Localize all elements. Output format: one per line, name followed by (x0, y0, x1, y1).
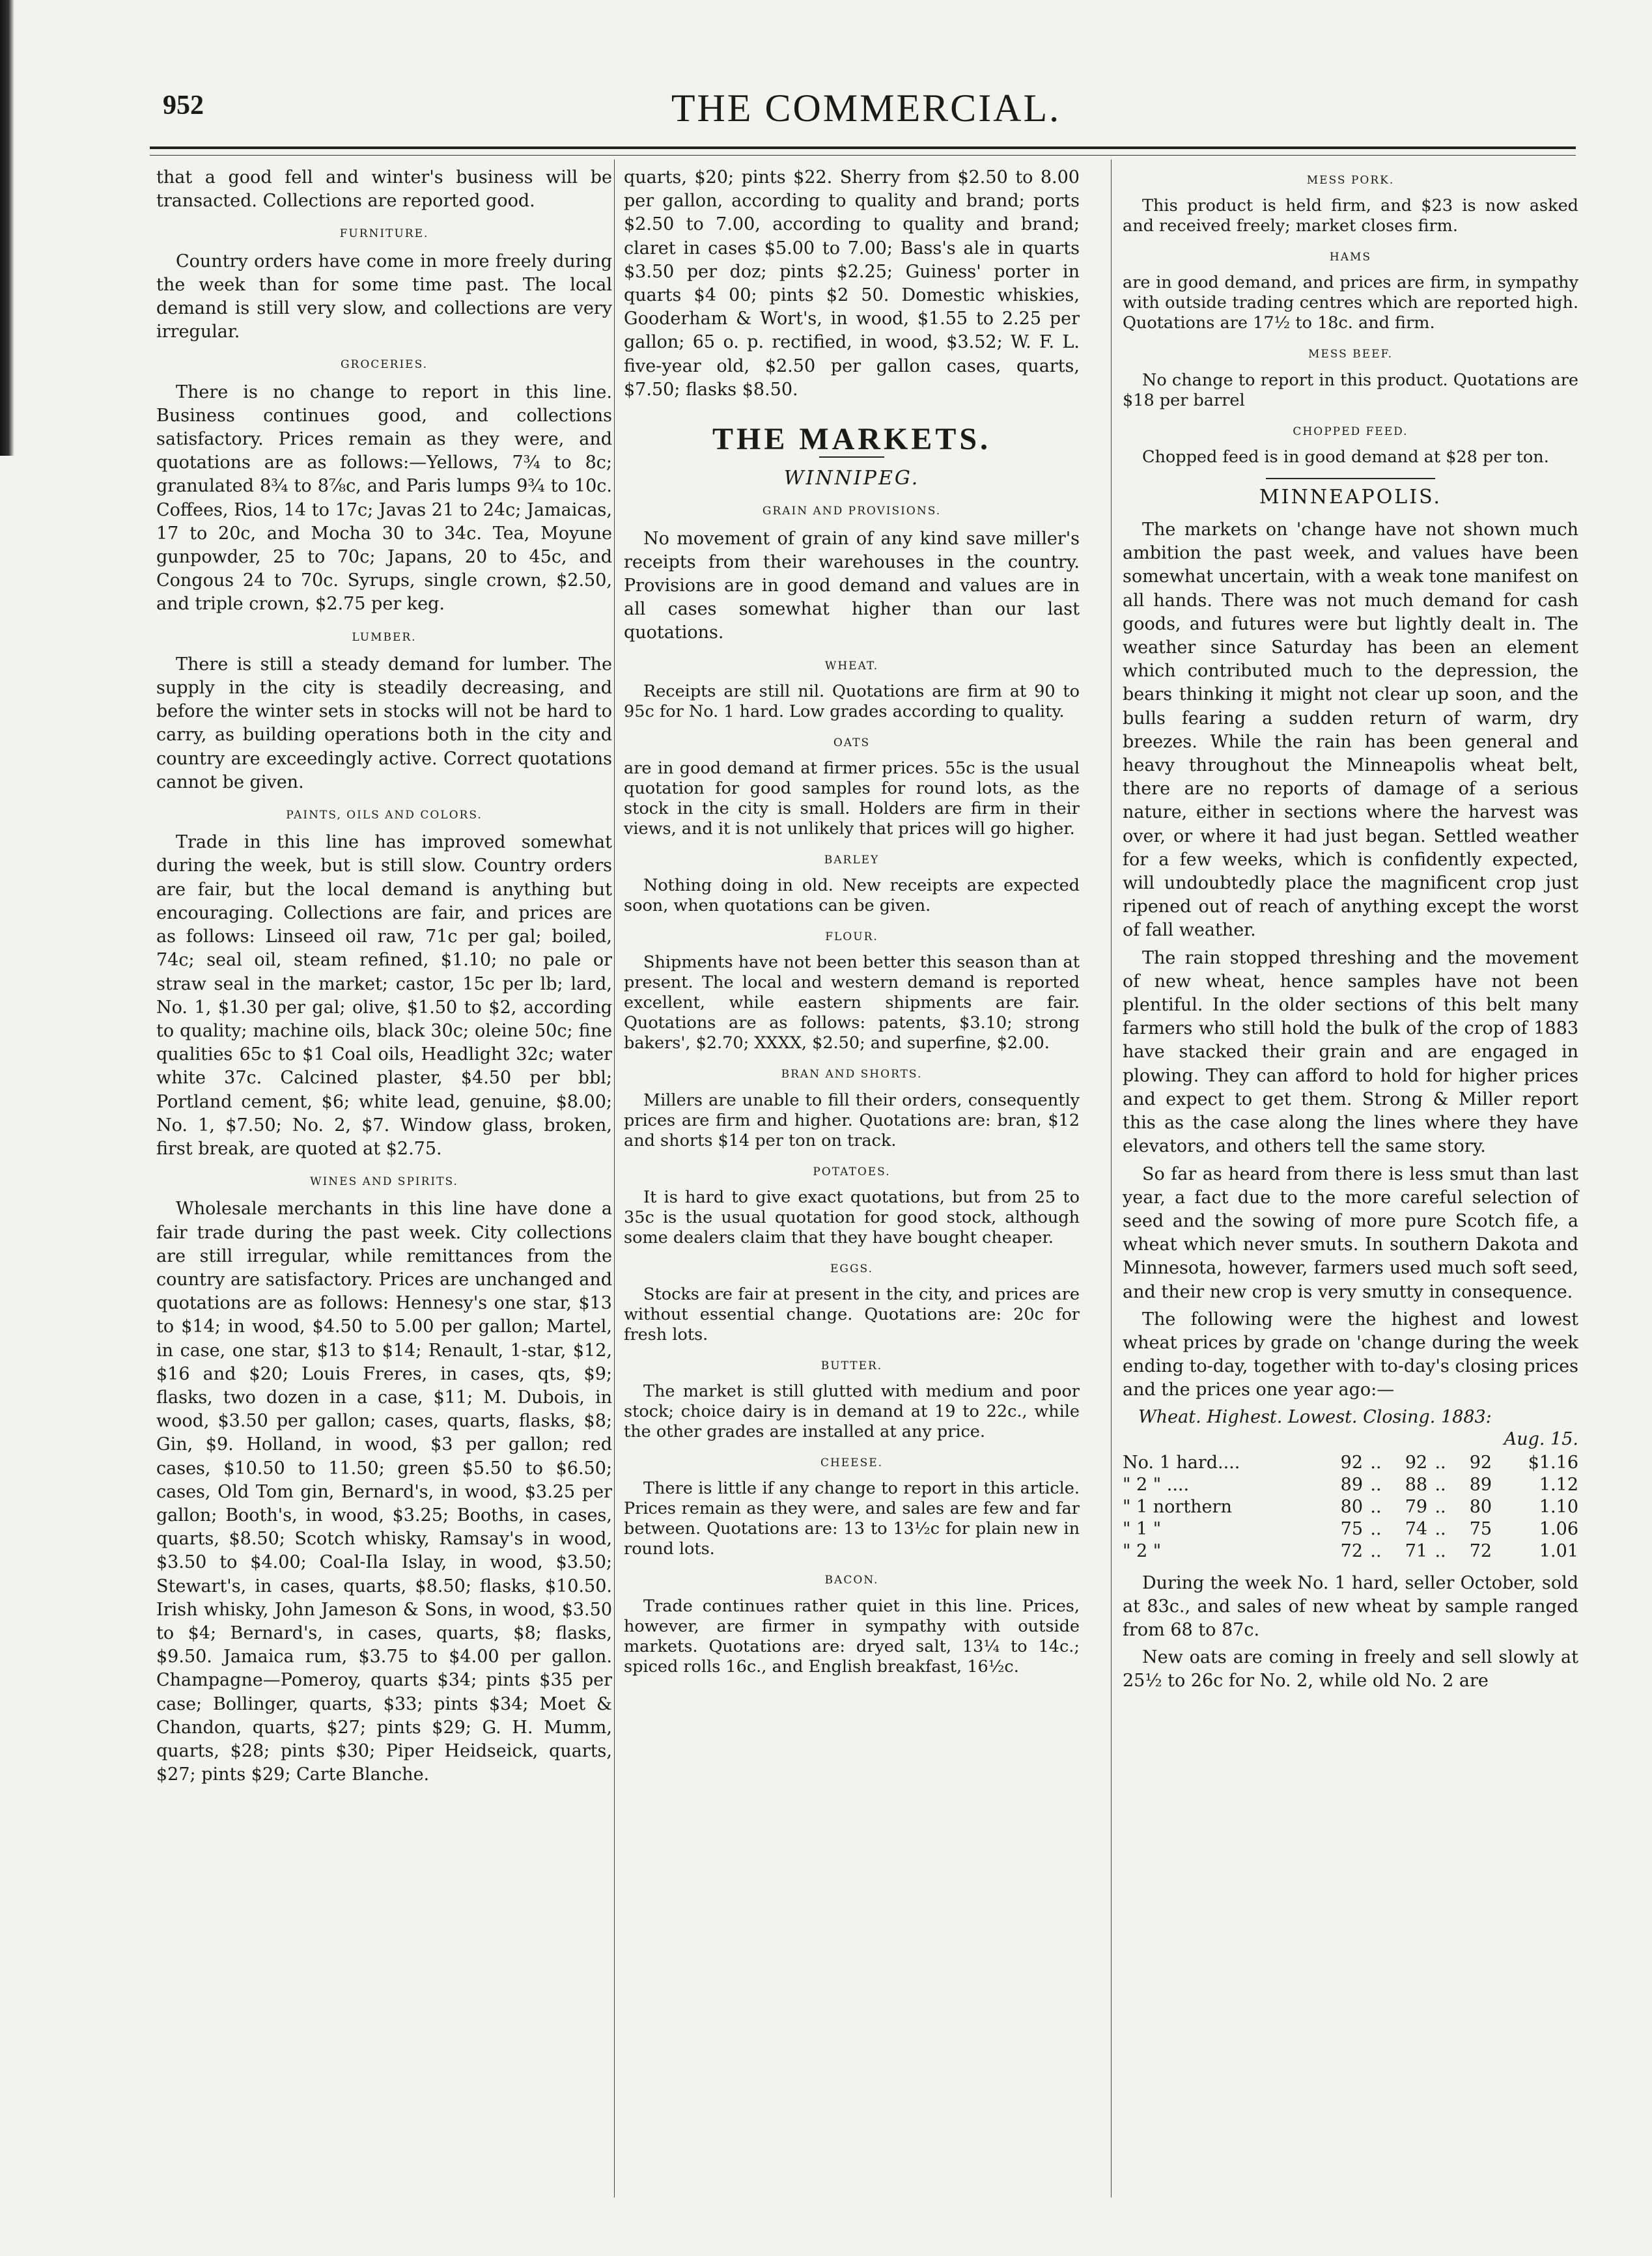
heading-rule (819, 456, 884, 458)
paragraph: No movement of grain of any kind save miller's receipts from their warehouses in the country. Provisions are in good demand and values are in all cases somewhat higher than our last quotations. (624, 528, 1080, 643)
section-heading: BACON. (824, 1574, 879, 1587)
wheat-price-table (1123, 1452, 1578, 1563)
binding-edge (0, 0, 14, 456)
paragraph: During the week No. 1 hard, seller October, sold at 83c., and sales of new wheat by sample ranged from 68 to 87c. (1123, 1572, 1578, 1640)
table-row (1123, 1518, 1578, 1540)
highest-cell: 89 (1340, 1474, 1364, 1495)
section-heading: MESS PORK. (1306, 174, 1395, 187)
column-divider (1111, 160, 1112, 2197)
separator: .. (1435, 1452, 1446, 1473)
paragraph: It is hard to give exact quotations, but from 25 to 35c is the usual quotation for good stock, although some dealers claim that they have bought cheaper. (624, 1187, 1080, 1247)
prior-year-cell: $1.16 (1528, 1452, 1578, 1473)
column-divider (614, 160, 615, 2197)
paragraph: quarts, $20; pints $22. Sherry from $2.50 to 8.00 per gallon, according to quality and brand; ports $2.50 to 7.00, according to quality and brand; claret in cases $5.00 to 7.00; Bass's ale in quarts $3.50 per doz; pints $2.25; Guiness' porter in quarts $4 00; pints $2 50. Domestic whiskies, Gooderham & Wort's, in wood, $1.55 to 2.25 per gallon; 65 o. p. rectified, in wood, $3.52; W. F. L. five-year old, $2.50 per gallon cases, quarts, $7.50; flasks $8.50. (624, 167, 1080, 400)
table-row (1123, 1452, 1578, 1474)
section-heading: CHOPPED FEED. (1293, 425, 1408, 438)
paragraph: Nothing doing in old. New receipts are expected soon, when quotations can be given. (624, 876, 1080, 916)
prior-year-cell: 1.06 (1539, 1518, 1578, 1539)
grade-cell: " 1 " (1123, 1518, 1162, 1539)
section-rule (1266, 478, 1435, 479)
paragraph: Stocks are fair at present in the city, and prices are without essential change. Quotations are: 20c for fresh lots. (624, 1285, 1080, 1345)
separator: .. (1370, 1474, 1382, 1495)
closing-cell: 80 (1469, 1496, 1492, 1517)
section-heading: WINES AND SPIRITS. (310, 1175, 458, 1189)
paragraph: Chopped feed is in good demand at $28 per ton. (1142, 447, 1549, 467)
section-heading: WHEAT. (824, 659, 879, 673)
section-heading: BUTTER. (820, 1359, 883, 1373)
section-heading: GROCERIES. (340, 358, 428, 372)
section-heading: FLOUR. (825, 930, 878, 944)
page-number: 952 (163, 91, 204, 120)
paragraph: Millers are unable to fill their orders, consequently prices are firm and higher. Quotations are: bran, $12 and shorts $14 per ton on track. (624, 1090, 1080, 1150)
paragraph: So far as heard from there is less smut than last year, a fact due to the more careful selection of seed and the sowing of more pure Scotch fife, a wheat which never smuts. In southern Dakota and Minnesota, however, farmers used much soft seed, and their new crop is very smutty in consequence. (1123, 1163, 1578, 1302)
lowest-cell: 79 (1405, 1496, 1428, 1517)
closing-cell: 75 (1469, 1518, 1492, 1539)
section-heading: LUMBER. (352, 630, 417, 644)
column-2 (624, 166, 1080, 1681)
section-heading: MESS BEEF. (1308, 348, 1393, 361)
section-heading: HAMS (1329, 251, 1372, 264)
paragraph: Wholesale merchants in this line have done a fair trade during the past week. City collections are still irregular, while remittances from the country are satisfactory. Prices are unchanged and quotations are as follows: Hennesy's one star, $13 to $14; in wood, $4.50 to 5.00 per gallon; Martel, in case, one star, $13 to $14; Renault, 1-star, $12, $16 and $20; Louis Freres, in cases, qts, $9; flasks, two dozen in a case, $11; M. Dubois, in wood, $3.50 per gallon; cases, quarts, flasks, $8; Gin, $9. Holland, in wood, $3 per gallon; red cases, $10.50 to 11.50; green $5.50 to $6.50; cases, Old Tom gin, Bernard's, in wood, $3.25 per gallon; Booth's, in wood, $3.25; Booths, in cases, quarts, $8.50; Scotch whisky, Ramsay's in wood, $3.50 to $4.00; Coal-Ila Islay, in wood, $3.50; Stewart's, in cases, quarts, $8.50; flasks, $10.50. Irish whisky, John Jameson & Sons, in wood, $3.50 to $4; Bernard's, in cases, quarts, $8; flasks, $9.50. Jamaica rum, $3.75 to $4.00 per gallon. Champagne—Pomeroy, quarts $34; pints $35 per case; Bollinger, quarts, $33; pints $34; Moet & Chandon, quarts, $27; pints $29; G. H. Mumm, quarts, $28; pints $30; Piper Heidseick, quarts, $27; pints $29; Carte Blanche. (156, 1199, 612, 1785)
section-heading: BARLEY (824, 854, 880, 867)
section-heading: OATS (833, 736, 871, 749)
lowest-cell: 92 (1405, 1452, 1428, 1473)
column-1 (156, 166, 612, 1790)
section-heading: PAINTS, OILS AND COLORS. (286, 809, 483, 822)
lowest-cell: 74 (1405, 1518, 1428, 1539)
table-row (1123, 1496, 1578, 1518)
section-heading: EGGS. (830, 1262, 873, 1275)
paragraph: Shipments have not been better this season than at present. The local and western demand is reported excellent, while eastern shipments are fair. Quotations are as follows: patents, $3.10; strong bakers', $2.70; XXXX, $2.50; and superfine, $2.00. (624, 953, 1080, 1053)
paragraph: that a good fell and winter's business will be transacted. Collections are reported good. (156, 167, 612, 212)
highest-cell: 72 (1340, 1540, 1364, 1561)
header-rule-thin (150, 155, 1576, 156)
paragraph: There is no change to report in this line. Business continues good, and collections satisfactory. Prices remain as they were, and quotations are as follows:—Yellows, 7¾ to 8c; granulated 8¾ to 8⅞c, and Paris lumps 9¾ to 10c. Coffees, Rios, 14 to 17c; Javas 21 to 24c; Jamaicas, 17 to 20c, and Mocha 30 to 34c. Tea, Moyune gunpowder, 25 to 70c; Japans, 20 to 45c, and Congous 24 to 70c. Syrups, single crown, $2.50, and triple crown, $2.75 per keg. (156, 382, 612, 615)
section-heading: BRAN AND SHORTS. (781, 1068, 923, 1081)
prior-year-cell: 1.01 (1539, 1540, 1578, 1561)
grade-cell: " 2 " (1123, 1540, 1162, 1561)
table-row (1123, 1540, 1578, 1563)
separator: .. (1435, 1496, 1446, 1517)
section-heading: FURNITURE. (339, 227, 429, 241)
closing-cell: 89 (1469, 1474, 1492, 1495)
highest-cell: 80 (1340, 1496, 1364, 1517)
paragraph: Trade continues rather quiet in this line. Prices, however, are firmer in sympathy with outside markets. Quotations are: dryed salt, 13¼ to 14c.; spiced rolls 16c., and English breakfast, 16½c. (624, 1596, 1080, 1677)
paragraph: The following were the highest and lowest wheat prices by grade on 'change during the week ending to-day, together with to-day's closing prices and the prices one year ago:— (1123, 1309, 1578, 1400)
table-row (1123, 1474, 1578, 1496)
prior-year-cell: 1.10 (1539, 1496, 1578, 1517)
section-heading: GRAIN AND PROVISIONS. (762, 505, 942, 518)
separator: .. (1435, 1540, 1446, 1561)
lowest-cell: 88 (1405, 1474, 1428, 1495)
city-heading: WINNIPEG. (783, 467, 920, 490)
paragraph: This product is held firm, and $23 is now asked and received freely; market closes firm. (1123, 196, 1578, 236)
closing-cell: 72 (1469, 1540, 1492, 1561)
paragraph: The markets on 'change have not shown much ambition the past week, and values have been somewhat uncertain, with a weak tone manifest on all hands. There was not much demand for cash goods, and futures were but lightly dealt in. The weather since Saturday has been an element which contributed much to the depression, the bears thinking it might not clear up soon, and the bulls fearing a sudden return of warm, dry breezes. While the rain has been general and heavy throughout the Minneapolis wheat belt, there are no reports of damage of a serious nature, either in sections where the harvest was over, or where it had just began. Settled weather for a few weeks, which is confidently expected, will undoubtedly place the magnificent crop just ripened out of reach of anything except the worst of fall weather. (1123, 520, 1578, 941)
grade-cell: " 2 " .... (1123, 1474, 1190, 1495)
separator: .. (1435, 1474, 1446, 1495)
separator: .. (1370, 1496, 1382, 1517)
paragraph: are in good demand at firmer prices. 55c is the usual quotation for good samples for round lots, as the stock in the city is small. Holders are firm in their views, and it is not unlikely that prices will go higher. (624, 759, 1080, 839)
paragraph: There is little if any change to report in this article. Prices remain as they were, and sales are few and far between. Quotations are: 13 to 13½c for plain new in round lots. (624, 1479, 1080, 1559)
closing-cell: 92 (1469, 1452, 1492, 1473)
paragraph: No change to report in this product. Quotations are $18 per barrel (1123, 370, 1578, 410)
section-heading: POTATOES. (813, 1165, 891, 1178)
table-caption-date: Aug. 15. (1504, 1428, 1578, 1449)
separator: .. (1370, 1518, 1382, 1539)
highest-cell: 92 (1340, 1452, 1364, 1473)
paragraph: New oats are coming in freely and sell slowly at 25½ to 26c for No. 2, while old No. 2 are (1123, 1647, 1578, 1692)
paragraph: Receipts are still nil. Quotations are firm at 90 to 95c for No. 1 hard. Low grades according to quality. (624, 681, 1080, 721)
column-3 (1123, 166, 1578, 1697)
paragraph: There is still a steady demand for lumber. The supply in the city is steadily decreasing, and before the winter sets in stocks will not be hard to carry, as building operations both in the city and country are exceedingly active. Correct quotations cannot be given. (156, 654, 612, 792)
lowest-cell: 71 (1405, 1540, 1428, 1561)
paragraph: The market is still glutted with medium and poor stock; choice dairy is in demand at 19 to 22c., while the other grades are installed at any price. (624, 1382, 1080, 1442)
grade-cell: No. 1 hard.... (1123, 1452, 1240, 1473)
section-heading: CHEESE. (820, 1456, 884, 1470)
markets-heading: THE MARKETS. (712, 422, 992, 457)
paragraph: Trade in this line has improved somewhat during the week, but is still slow. Country orders are fair, but the local demand is anything but encouraging. Collections are fair, and prices are as follows: Linseed oil raw, 71c per gal; boiled, 74c; seal oil, steam refined, $1.10; no pale or straw seal in the market; castor, 15c per lb; lard, No. 1, $1.30 per gal; olive, $1.50 to $2, according to quality; machine oils, black 30c; oleine 50c; fine qualities 65c to $1 Coal oils, Headlight 32c; water white 37c. Calcined plaster, $4.50 per bbl; Portland cement, $6; white lead, genuine, $8.00; No. 1, $7.50; No. 2, $7. Window glass, broken, first break, are quoted at $2.75. (156, 832, 612, 1159)
grade-cell: " 1 northern (1123, 1496, 1232, 1517)
paragraph: are in good demand, and prices are firm, in sympathy with outside trading centres which are reported high. Quotations are 17½ to 18c. and firm. (1123, 273, 1578, 333)
paragraph: The rain stopped threshing and the movement of new wheat, hence samples have not been plentiful. In the older sections of this belt many farmers who still hold the bulk of the crop of 1883 have stacked their grain and are engaged in plowing. They can afford to hold for higher prices and expect to get them. Strong & Miller report this as the case along the lines where they have elevators, and others tell the same story. (1123, 947, 1578, 1157)
publication-title: THE COMMERCIAL. (671, 87, 1061, 130)
prior-year-cell: 1.12 (1539, 1474, 1578, 1495)
separator: .. (1435, 1518, 1446, 1539)
highest-cell: 75 (1340, 1518, 1364, 1539)
city-heading: MINNEAPOLIS. (1259, 485, 1442, 508)
separator: .. (1370, 1540, 1382, 1561)
header-rule (150, 146, 1576, 149)
separator: .. (1370, 1452, 1382, 1473)
masthead (163, 87, 1569, 135)
table-caption: Wheat. Highest. Lowest. Closing. 1883: (1138, 1406, 1492, 1427)
paragraph: Country orders have come in more freely during the week than for some time past. The local demand is still very slow, and collections are very irregular. (156, 251, 612, 342)
